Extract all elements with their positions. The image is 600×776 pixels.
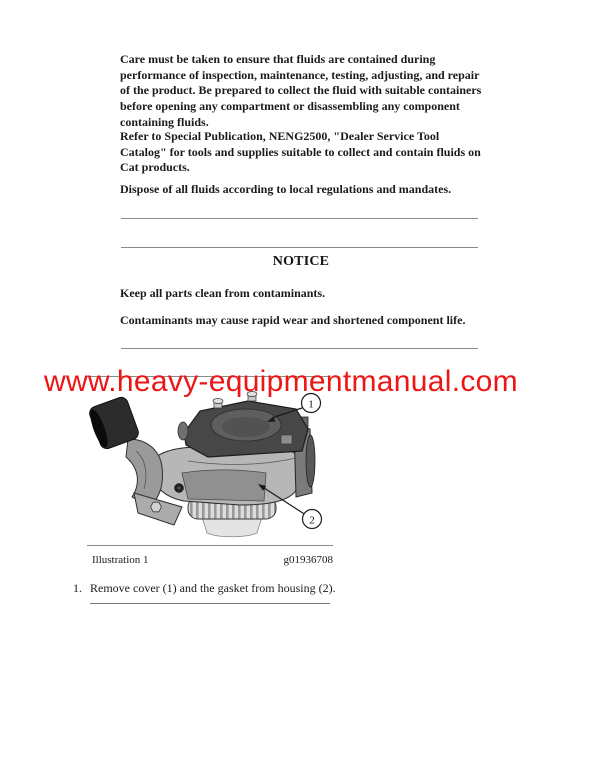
gear-hub [202, 517, 262, 537]
illustration-caption [92, 554, 333, 566]
paragraph-special-publication: Refer to Special Publication, NENG2500, "Dealer Service Tool Catalog" for tools and supplies suitable to collect and contain fluids on Cat products. [120, 129, 481, 175]
callout-1-number: 1 [308, 398, 314, 411]
notice-title: NOTICE [272, 254, 330, 269]
step-divider-rule [90, 603, 330, 604]
flange-slot [178, 422, 188, 440]
pump-cover [184, 401, 308, 457]
housing-bolt [175, 484, 184, 493]
paragraph-dispose-fluids: Dispose of all fluids according to local regulations and mandates. [120, 182, 452, 196]
watermark-text: www.heavy-equipmentmanual.com [44, 365, 518, 398]
rule-above-notice [121, 218, 478, 219]
paragraph-fluid-containment: Care must be taken to ensure that fluids are contained during performance of inspection, maintenance, testing, adjusting, and repair of the product. Be prepared to collect the fluid with suitable containers before opening any compartment or disassembling any component containing fluids. [120, 52, 482, 129]
step-number: 1. [73, 581, 82, 595]
illustration-caption-code: g01936708 [283, 554, 333, 566]
illustration-bottom-rule [87, 545, 333, 546]
notice-line-keep-clean: Keep all parts clean from contaminants. [120, 286, 326, 300]
step-text: Remove cover (1) and the gasket from housing (2). [90, 581, 336, 595]
callout-2-number: 2 [309, 514, 315, 527]
rule-end-notice [121, 348, 478, 349]
notice-line-contaminants: Contaminants may cause rapid wear and shortened component life. [120, 313, 466, 327]
rule-below-notice-top [121, 247, 478, 248]
pump-illustration [88, 381, 333, 543]
illustration-caption-label: Illustration 1 [92, 554, 149, 566]
